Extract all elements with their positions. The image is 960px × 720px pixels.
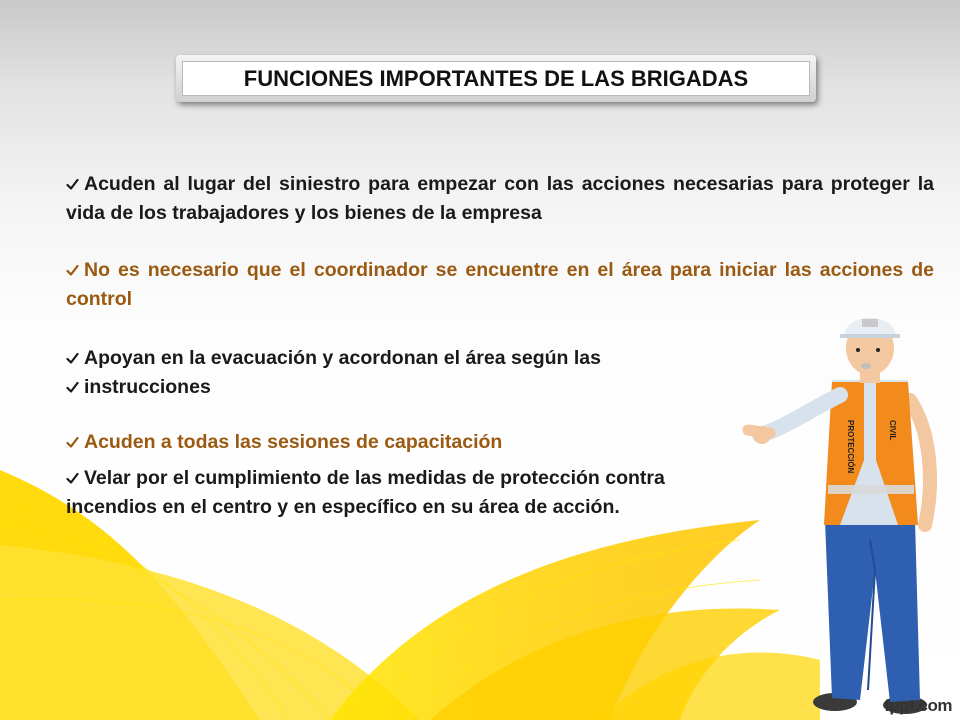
slide-title: FUNCIONES IMPORTANTES DE LAS BRIGADAS [243,65,749,91]
svg-text:CIVIL: CIVIL [888,420,897,441]
bullet-item: Velar por el cumplimiento de las medidas de protección contra incendios en el centro y en específico en su área de acción. [66,467,665,518]
title-frame [182,61,810,96]
title-box [176,55,816,102]
brigadista-illustration [740,310,960,720]
bullet-item: Acuden a todas las sesiones de capacitación [66,428,746,457]
checkmark-icon [66,381,79,394]
bullet-item: Apoyan en la evacuación y acordonan el área según las [66,344,746,373]
bullet-item: instrucciones [66,373,746,402]
checkmark-icon [66,472,79,485]
watermark: fppt.com [884,696,952,715]
bullet-item: No es necesario que el coordinador se encuentre en el área para iniciar las acciones de control [66,259,934,310]
checkmark-icon [66,436,79,449]
checkmark-icon [66,264,79,277]
svg-text:PROTECCIÓN: PROTECCIÓN [846,420,855,474]
checkmark-icon [66,178,79,191]
checkmark-icon [66,352,79,365]
bullet-item: Acuden al lugar del siniestro para empezar con las acciones necesarias para proteger la vida de los trabajadores y los bienes de la empresa [66,173,934,224]
